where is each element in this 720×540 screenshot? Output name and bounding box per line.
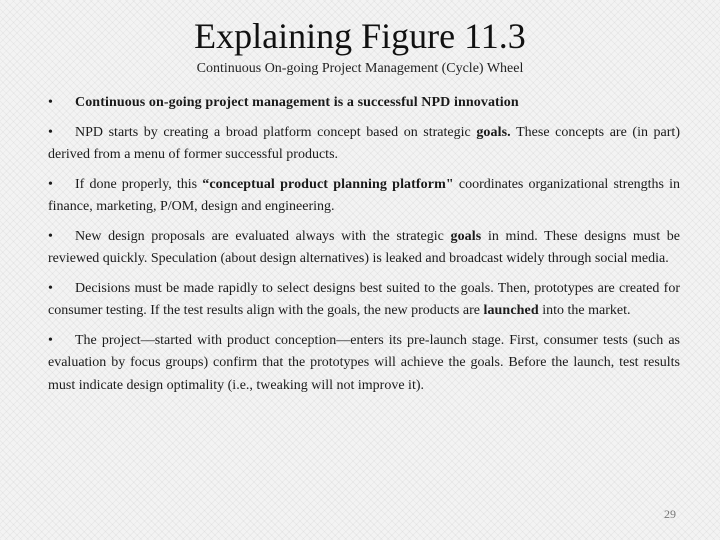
paragraph-3-text-a: If done properly, this <box>75 176 203 192</box>
bullet: • <box>48 95 53 110</box>
paragraph-5 <box>48 278 680 323</box>
paragraph-2-text-c: These concepts are (in part) derived from a menu of former successful products. <box>48 124 680 162</box>
paragraph-4-text-a: New design proposals are evaluated always with the strategic <box>75 228 451 244</box>
paragraph-2 <box>48 122 680 167</box>
bullet: • <box>48 228 53 244</box>
paragraph-4 <box>48 226 680 271</box>
bullet: • <box>48 124 53 140</box>
paragraph-1-text: Continuous on-going project management is a successful NPD innovation <box>75 95 519 110</box>
paragraph-3-text-c: coordinates organizational strengths in finance, marketing, P/OM, design and engineering. <box>48 176 680 214</box>
paragraph-5-text-c: into the market. <box>538 303 631 318</box>
paragraph-3 <box>48 174 680 219</box>
slide-subtitle: Continuous On-going Project Management (Cycle) Wheel <box>196 61 524 76</box>
page-number: 29 <box>664 507 676 521</box>
bullet: • <box>48 280 53 296</box>
paragraph-6-text: The project—started with product conception—enters its pre-launch stage. First, consumer tests (such as evaluation by focus groups) confirm that the prototypes will achieve the goals. Before the launch, test results must indicate design optimality (i.e., tweaking will not improve it). <box>48 332 680 393</box>
paragraph-5-text-a: Decisions must be made rapidly to select designs best suited to the goals. Then, prototypes are created for consumer testing. If the test results align with the goals, the new products are <box>48 280 680 318</box>
paragraph-2-emphasis: goals. <box>476 124 511 140</box>
bullet: • <box>48 176 53 192</box>
paragraph-4-text-c: in mind. These designs must be reviewed quickly. Speculation (about design alternatives) is leaked and broadcast widely through social media. <box>48 228 680 266</box>
paragraph-5-emphasis: launched <box>483 303 539 318</box>
paragraph-3-emphasis: “conceptual product planning platform" <box>202 176 454 192</box>
bullet: • <box>48 332 53 348</box>
paragraph-2-text-a: NPD starts by creating a broad platform concept based on strategic <box>75 124 477 140</box>
slide-content <box>48 92 680 404</box>
paragraph-4-emphasis: goals <box>450 228 482 244</box>
slide-title: Explaining Figure 11.3 <box>194 16 526 56</box>
paragraph-1 <box>48 92 680 115</box>
paragraph-6 <box>48 330 680 398</box>
